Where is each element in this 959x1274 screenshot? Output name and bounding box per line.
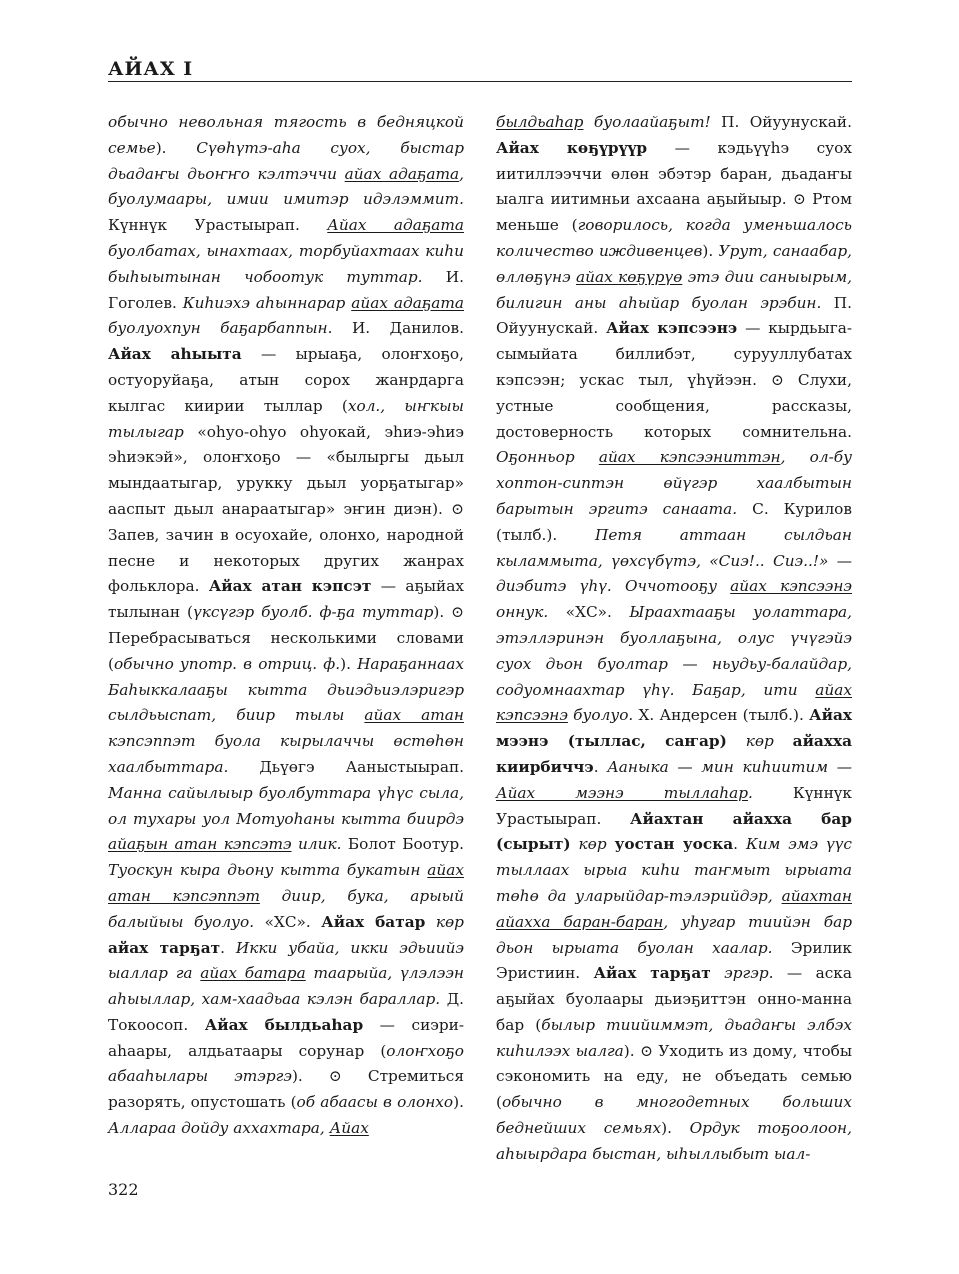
- text-run: .: [748, 783, 793, 802]
- text-run: көр: [570, 835, 615, 854]
- meaning-marker-icon: ⊙: [328, 1067, 342, 1086]
- headword: уостан уоска: [614, 835, 734, 854]
- headword: Айах кэпсээнэ: [606, 319, 738, 338]
- text-run: Күннүк Урастыырап.: [108, 216, 328, 235]
- text-run: , уһугар тиийэн бар дьон ырыата буолан хаалар.: [496, 912, 852, 957]
- headword: Айах батар: [321, 912, 426, 931]
- text-run: обычно употр. в отриц. ф.: [113, 654, 341, 673]
- headword: Айах былдьаһар: [204, 1015, 364, 1034]
- headword: Айах атан кэпсэт: [208, 577, 372, 596]
- text-run: таарыйа, үлэлээн аһыыллар, хам-хаадьаа кэлэн бараллар.: [108, 964, 465, 1009]
- underlined-phrase: айаҕын атан кэпсэтэ: [108, 835, 292, 854]
- text-run: ).: [702, 241, 719, 260]
- text-run: .: [220, 938, 236, 957]
- text-run: Нараҕаннаах Баһыккалааҕы кытта дьиэдьиэлэригэр сылдьыспат, биир тылы: [108, 654, 464, 725]
- underlined-phrase: айах адаҕата: [344, 164, 460, 183]
- underlined-phrase: айах көҕүрүө: [576, 267, 683, 286]
- text-run: — сиэри-аһаары, алдьатаары сорунар (: [108, 1015, 464, 1060]
- text-run: Туоскун кыра дьону кытта букатын: [108, 861, 428, 880]
- text-run: И. Данилов.: [351, 319, 464, 338]
- text-run: буолбатах, ынахтаах, торбуйахтаах киһи быһыытынан чобоотук туттар.: [108, 241, 464, 286]
- text-run: Ыраахтааҕы уолаттара, этэллэринэн буоллаҕына, олус үчүгэйэ суох дьон буолтар — ньудьу-балайдар, содуомнаахтар үһү. Баҕар, ити: [496, 603, 852, 699]
- text-run: ).: [433, 603, 452, 622]
- meaning-marker-icon: ⊙: [792, 190, 806, 209]
- text-run: ).: [623, 1041, 641, 1060]
- text-run: Оҕонньор: [496, 448, 599, 467]
- underlined-phrase: айах атан кэпсэппэт: [108, 861, 464, 905]
- text-run: говорилось, когда уменьшалось количество иждивенцев: [496, 216, 852, 260]
- text-run: Ордук тоҕоолоон, аһыырдара быстан, ыһыллыбыт ыал-: [496, 1119, 852, 1163]
- text-run: Урут, санаабар, өллөҕүнэ: [496, 241, 852, 286]
- underlined-phrase: Айах мээнэ тыллаһар: [496, 783, 749, 802]
- text-run: .: [733, 835, 746, 854]
- dictionary-paragraph: [496, 110, 852, 1168]
- text-run: об абаасы в олонхо: [296, 1093, 454, 1112]
- text-run: Х. Андерсен (тылб.).: [638, 706, 810, 725]
- text-run: .: [593, 757, 608, 776]
- text-run: ).: [340, 654, 358, 673]
- text-run: «ХС».: [264, 912, 322, 931]
- text-run: Киһиэхэ аһыннарар: [182, 293, 352, 312]
- underlined-phrase: былдьаһар: [496, 113, 584, 131]
- text-run: олоҥхоҕо абааһылары этэргэ: [108, 1041, 464, 1086]
- text-run: буолаайаҕыт!: [583, 113, 722, 131]
- underlined-phrase: айах кэпсээнэ: [496, 680, 852, 725]
- text-run: Запев, зачин в осуохайе, олонхо, народной песне и некоторых других жанрах фольклора.: [108, 525, 464, 596]
- headword: айаххa киирбиччэ: [496, 732, 852, 776]
- header-rule: [108, 81, 852, 82]
- meaning-marker-icon: ⊙: [640, 1041, 653, 1060]
- headword: Айах мээнэ (тыллас, саҥар): [496, 706, 852, 751]
- text-run: Эрилик Эристиин.: [496, 938, 852, 983]
- underlined-phrase: Айах адаҕата: [327, 216, 464, 235]
- text-run: Сүөһүтэ-аһа суох, быстар дьадаҥы дьоҥҥо кэлтэччи: [108, 138, 464, 183]
- text-run: обычно невольная тягость в бедняцкой семье: [108, 113, 464, 157]
- running-head: АЙАХ I: [108, 58, 194, 80]
- text-run: П. Ойуунускай.: [721, 113, 852, 131]
- text-run: көр: [726, 732, 793, 751]
- meaning-marker-icon: ⊙: [451, 499, 464, 518]
- text-run: Уходить из дому, чтобы сэкономить на еду, не объедать семью (: [496, 1041, 852, 1112]
- text-run: С. Курилов (тылб.).: [496, 499, 852, 544]
- underlined-phrase: айах кэпсээнэ: [730, 577, 853, 596]
- text-run: ).: [155, 138, 197, 157]
- headword: Айах тарҕат: [593, 964, 711, 983]
- text-run: илик.: [291, 835, 348, 854]
- text-run: Стремиться разорять, опустошать (: [108, 1067, 464, 1112]
- text-run: Ртом меньше (: [496, 190, 852, 235]
- text-run: ).: [291, 1067, 329, 1086]
- headword: Айах аһыыта: [108, 345, 242, 364]
- text-run: Манна сайылыыр буолбуттара үһүс сыла, ол тухары уол Мотуоһаны кытта биирдэ: [108, 783, 464, 828]
- text-run: Слухи, устные сообщения, рассказы, достоверность которых сомнительна.: [496, 370, 852, 441]
- text-run: эргэр.: [710, 964, 787, 983]
- underlined-phrase: айах кэпсээниттэн: [598, 448, 781, 467]
- text-run: «ХС».: [565, 603, 630, 622]
- page-number: 322: [108, 1180, 139, 1199]
- underlined-phrase: айахтан айахха баран-баран: [496, 886, 852, 931]
- text-run: буолуохпун баҕарбаппын.: [108, 319, 352, 338]
- meaning-marker-icon: ⊙: [771, 370, 784, 389]
- meaning-marker-icon: ⊙: [451, 603, 464, 622]
- text-run: П. Ойуунускай.: [496, 293, 852, 338]
- text-run: былыр тиийиммэт, дьадаҥы элбэх киһилээх ыалга: [496, 1015, 853, 1060]
- text-run: ).: [453, 1093, 464, 1112]
- text-run: — аҕыйах тылынан (: [108, 577, 465, 622]
- underlined-phrase: айах адаҕата: [351, 293, 464, 312]
- text-run: И. Гоголев.: [108, 267, 464, 312]
- text-run: «оһуо-оһуо оһуокай, эһиэ-эһиэ эһиэкэй», олоҥхоҕо — «былыргы дьыл мындаатыгар, урукку дьыл уорҕатыгар» ааспыт дьыл анараатыгар» эҥин диэн).: [108, 422, 464, 518]
- text-run: оннук.: [496, 603, 566, 622]
- underlined-phrase: Айах: [329, 1119, 369, 1138]
- underlined-phrase: айах атан: [364, 706, 464, 725]
- text-run: Ааныка — мин киһиитим —: [607, 757, 852, 776]
- text-run: , ол-бу хоптон-сиптэн өйүгэр хаалбытын барытын эргитэ санаата.: [496, 448, 852, 518]
- text-run: буолуо.: [567, 706, 639, 725]
- text-run: үксүгэр буолб. ф-ҕа туттар: [192, 603, 434, 622]
- text-run: хол., ыҥкыы тылыгар: [108, 396, 464, 441]
- text-run: — ырыаҕа, олоҥхоҕо, остуоруйаҕа, атын сорох жанрдарга кылгас киирии тыллар (: [108, 345, 464, 415]
- text-run: — аска аҕыйах буолаары дьиэҕиттэн онно-манна бар (: [496, 964, 852, 1034]
- text-run: Аллараа дойду аххахтара,: [108, 1119, 330, 1138]
- text-run: Петя аттаан сылдьан кыламмыта, үөхсүбүтэ, «Сиэ!.. Сиэ..!» — диэбитэ үһү. Оччотооҕу: [496, 525, 852, 596]
- text-run: Күннүк Урастыырап.: [496, 783, 852, 828]
- left-column: [108, 110, 464, 1142]
- text-run: , буолумаары, имии имитэр идэлэммит.: [108, 164, 465, 209]
- text-run: Икки убайа, икки эдьиийэ ыаллар га: [108, 938, 464, 983]
- text-run: Болот Боотур.: [347, 835, 464, 854]
- underlined-phrase: айах батара: [200, 964, 306, 983]
- text-run: этэ дии саныырым, билигин аны аһыйар буолан эрэбин.: [496, 267, 852, 312]
- text-run: Дьүөгэ Ааныстыырап.: [259, 757, 464, 776]
- text-run: кэпсэппэт буола кырылаччы өстөһөн хаалбыттара.: [108, 732, 464, 776]
- headword: айах тарҕат: [108, 938, 221, 957]
- headword: Айах көҕүрүүр: [496, 138, 648, 157]
- text-run: көр: [425, 912, 464, 931]
- text-run: Ким эмэ үүс тыллаах ырыа киһи таҥмыт ырыата төһө да уларыйдар-тэлэрийдэр,: [496, 835, 852, 905]
- text-run: диир, бука, арыый балыйыы буолуо.: [108, 886, 464, 931]
- text-run: Перебрасываться несколькими словами (: [108, 628, 464, 673]
- headword: Айахтан айахха бар (сырыт): [496, 809, 852, 854]
- text-run: — кэдьүүһэ суох иитиллээччи өлөн эбэтэр баран, дьадаҥы ыалга иитимньи ахсаана аҕыйыыр.: [496, 138, 852, 209]
- text-run: — кырдьыга-сымыйата биллибэт, сурууллубатах кэпсээн; ускас тыл, үһүйээн.: [496, 319, 852, 389]
- right-column: [496, 110, 852, 1168]
- text-run: Д. Токоосоп.: [108, 990, 464, 1034]
- text-run: обычно в многодетных больших беднейших семьях: [496, 1093, 852, 1138]
- text-run: ).: [661, 1119, 690, 1138]
- dictionary-paragraph: [108, 110, 464, 1142]
